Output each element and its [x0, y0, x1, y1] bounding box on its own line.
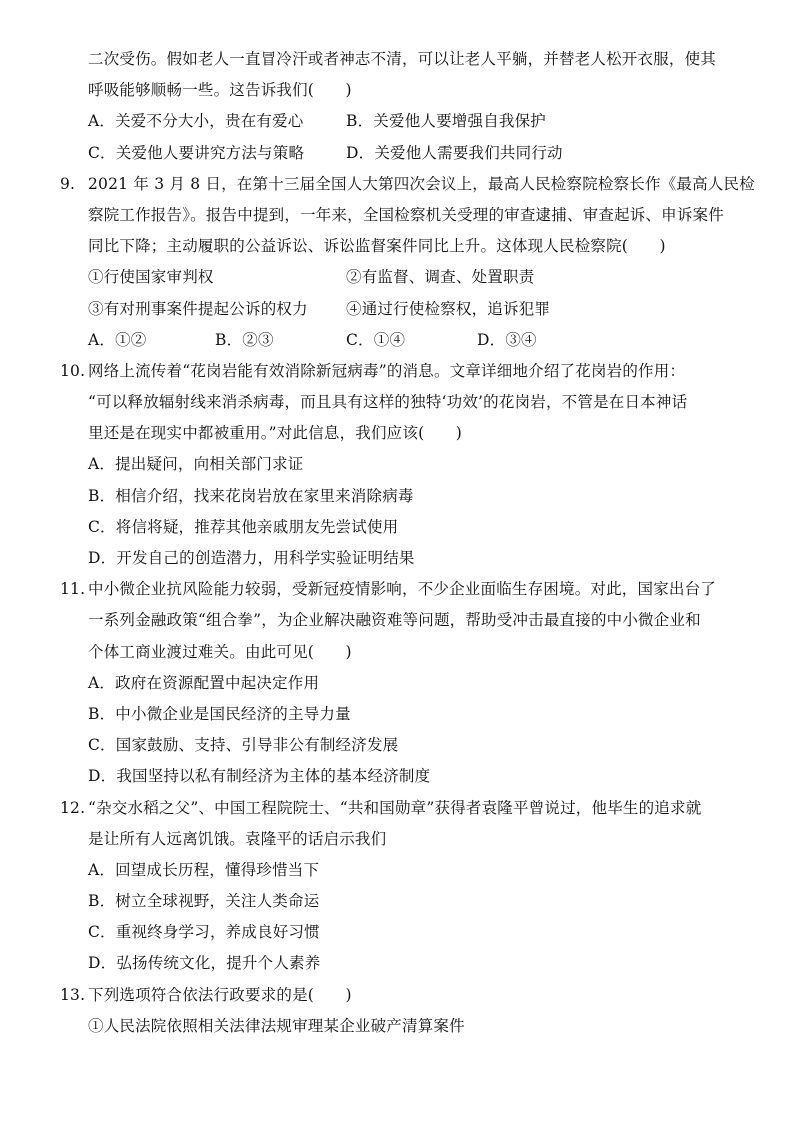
q8-line-1: 二次受伤。假如老人一直冒冷汗或者神志不清，可以让老人平躺，并替老人松开衣服，使其	[88, 50, 717, 68]
q8-option-b: B．关爱他人要增强自我保护	[346, 112, 546, 131]
q10-option-c: C．将信将疑，推荐其他亲戚朋友先尝试使用	[88, 517, 399, 536]
q10-line-3: 里还是在现实中都被重用。”对此信息，我们应该( )	[88, 424, 462, 443]
q11-line-3: 个体工商业渡过难关。由此可见( )	[88, 642, 352, 661]
q9-option-b: B．②③	[215, 330, 274, 349]
q10-option-b: B．相信介绍，找来花岗岩放在家里来消除病毒	[88, 486, 414, 505]
q11-option-a: A．政府在资源配置中起决定作用	[88, 673, 320, 692]
q8-option-c: C．关爱他人要讲究方法与策略	[88, 143, 305, 162]
q12-stem-1: “杂交水稻之父”、中国工程院院士、“共和国勋章”获得者袁隆平曾说过，他毕生的追求就	[88, 798, 702, 817]
q13-number: 13.	[60, 985, 86, 1004]
q10-stem-1: 网络上流传着“花岗岩能有效消除新冠病毒”的消息。文章详细地介绍了花岗岩的作用：	[88, 361, 686, 380]
q9-item-4: ④通过行使检察权，追诉犯罪	[346, 299, 551, 318]
q8-line-2: 呼吸能够顺畅一些。这告诉我们( )	[88, 81, 352, 100]
q9-item-3: ③有对刑事案件提起公诉的权力	[88, 299, 308, 318]
q8-options-row-1	[0, 106, 794, 137]
q12-option-a: A．回望成长历程，懂得珍惜当下	[88, 860, 320, 879]
q12-number: 12.	[60, 798, 86, 817]
q9-number: 9.	[60, 174, 76, 193]
q9-items-row-1	[0, 262, 794, 293]
q8-option-a: A．关爱不分大小，贵在有爱心	[88, 112, 304, 131]
q10-line-2: “可以释放辐射线来消杀病毒，而且具有这样的独特‘功效’的花岗岩，不管是在日本神话	[88, 393, 688, 412]
q11-option-c: C．国家鼓励、支持、引导非公有制经济发展	[88, 736, 399, 755]
q11-stem-1: 中小微企业抗风险能力较弱，受新冠疫情影响，不少企业面临生存困境。对此，国家出台了	[88, 580, 717, 599]
q9-option-c: C．①④	[346, 330, 406, 349]
q9-option-a: A．①②	[88, 330, 147, 349]
q9-items-row-2	[0, 294, 794, 325]
q12-option-c: C．重视终身学习，养成良好习惯	[88, 923, 320, 942]
q8-option-d: D．关爱他人需要我们共同行动	[346, 143, 563, 162]
q9-item-1: ①行使国家审判权	[88, 268, 214, 287]
q13-item-1: ①人民法院依照相关法律法规审理某企业破产清算案件	[88, 1016, 465, 1035]
q11-line-1	[0, 574, 794, 605]
q12-line-1	[0, 793, 794, 824]
q11-line-2: 一系列金融政策“组合拳”，为企业解决融资难等问题，帮助受冲击最直接的中小微企业和	[88, 611, 701, 630]
q12-option-d: D．弘扬传统文化，提升个人素养	[88, 954, 321, 973]
q9-line-2: 察院工作报告》。报告中提到，一年来，全国检察机关受理的审查逮捕、审查起诉、申诉案件	[88, 205, 724, 224]
q10-option-a: A．提出疑问，向相关部门求证	[88, 455, 304, 474]
q11-option-d: D．我国坚持以私有制经济为主体的基本经济制度	[88, 767, 431, 786]
q13-stem-1: 下列选项符合依法行政要求的是( )	[88, 985, 352, 1004]
q12-option-b: B．树立全球视野，关注人类命运	[88, 892, 320, 911]
q9-line-3: 同比下降；主动履职的公益诉讼、诉讼监督案件同比上升。这体现人民检察院( )	[88, 237, 666, 256]
q9-stem-1: 2021 年 3 月 8 日，在第十三届全国人大第四次会议上，最高人民检察院检察长作《最高人民检	[88, 174, 755, 193]
q10-option-d: D．开发自己的创造潜力，用科学实验证明结果	[88, 549, 415, 567]
q13-line-1	[0, 980, 794, 1011]
page-content	[0, 44, 794, 1042]
q9-item-2: ②有监督、调查、处置职责	[346, 268, 535, 287]
q9-option-d: D．③④	[477, 330, 537, 349]
q10-number: 10.	[60, 361, 86, 380]
q12-line-2: 是让所有人远离饥饿。袁隆平的话启示我们	[88, 829, 387, 848]
q9-options-row	[0, 325, 794, 356]
q8-options-row-2	[0, 138, 794, 169]
q10-line-1	[0, 356, 794, 387]
q11-number: 11.	[60, 580, 86, 599]
q11-option-b: B．中小微企业是国民经济的主导力量	[88, 704, 351, 723]
q9-line-1	[0, 169, 794, 200]
